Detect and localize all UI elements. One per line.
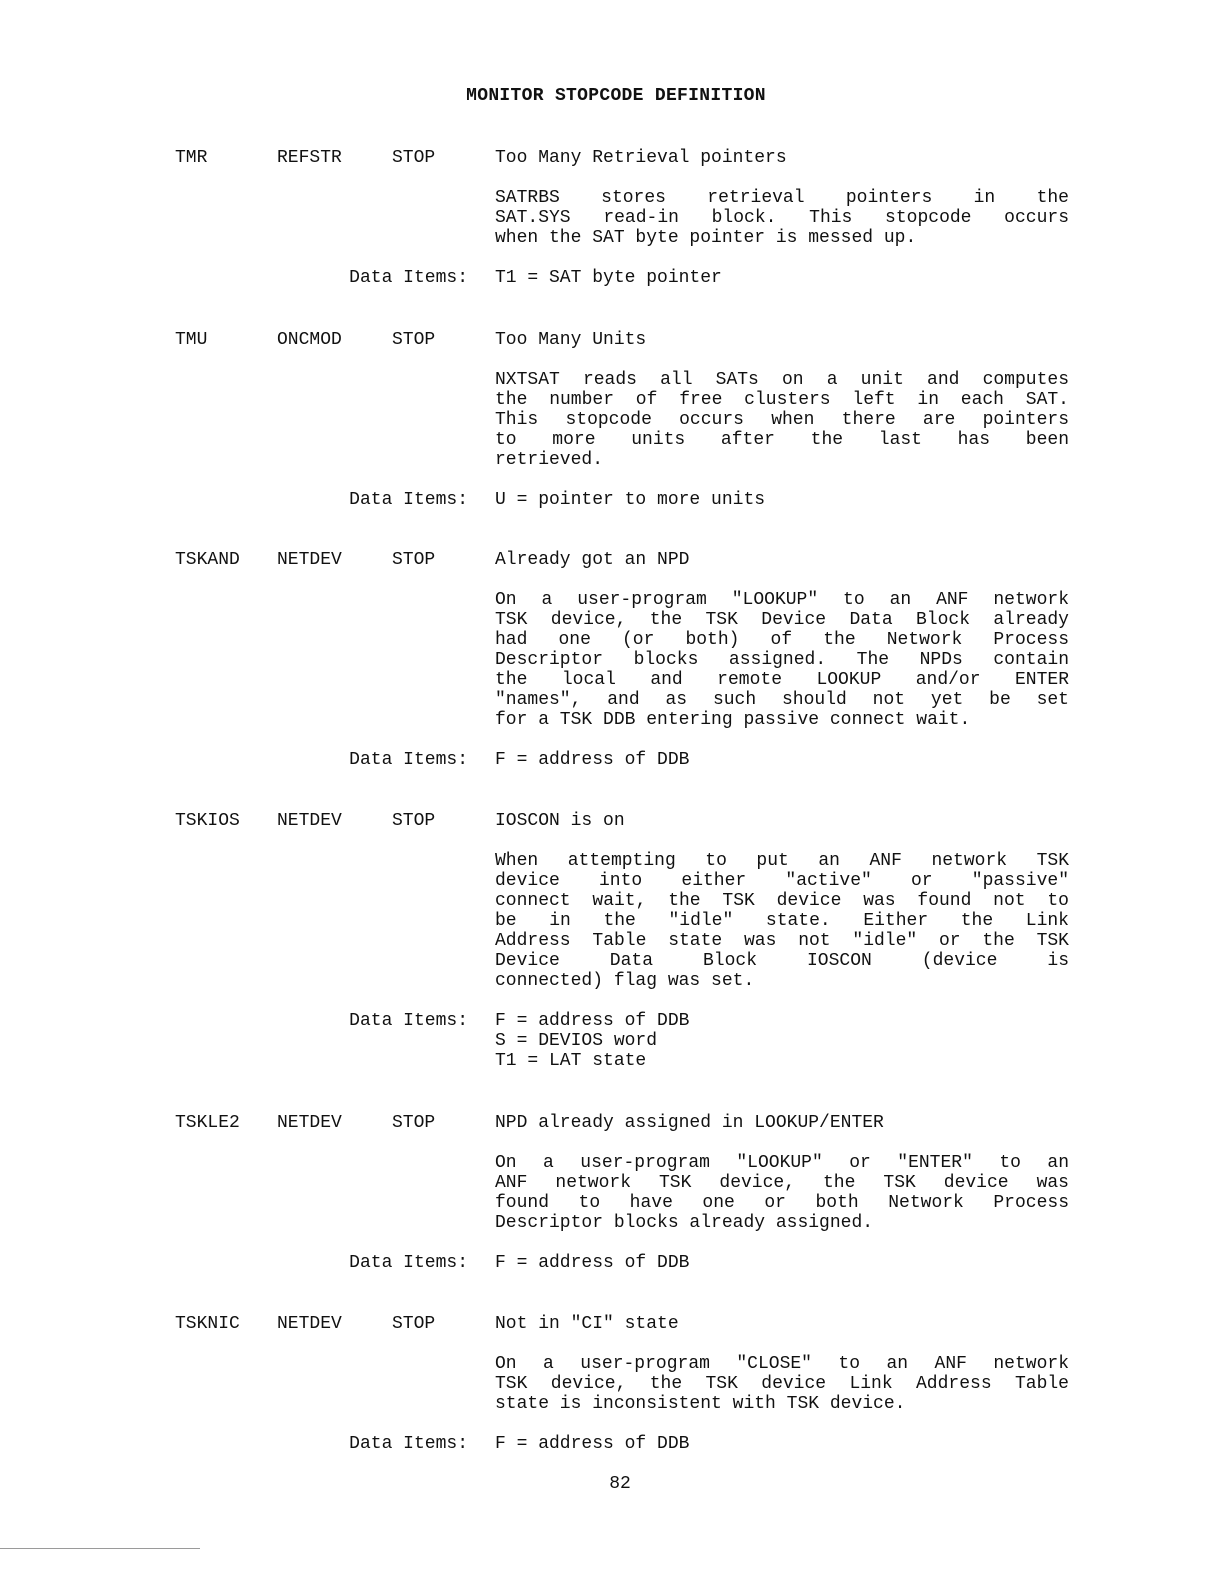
stopcode-module: NETDEV	[277, 1314, 342, 1334]
data-items-list	[495, 490, 765, 510]
description-line: connect wait, the TSK device was found not to	[495, 891, 1069, 911]
stopcode-heading: Too Many Retrieval pointers	[495, 148, 787, 168]
data-item: T1 = SAT byte pointer	[495, 268, 722, 288]
data-item: T1 = LAT state	[495, 1051, 647, 1071]
stopcode-description	[495, 188, 1069, 248]
description-line: "names", and as such should not yet be set	[495, 690, 1069, 710]
description-line: Descriptor blocks assigned. The NPDs contain	[495, 650, 1069, 670]
data-items-list	[495, 750, 689, 770]
description-line: had one (or both) of the Network Process	[495, 630, 1069, 650]
description-line: be in the "idle" state. Either the Link	[495, 911, 1069, 931]
stopcode-action: STOP	[392, 148, 436, 168]
stopcode-name: TSKAND	[175, 550, 240, 570]
description-line: TSK device, the TSK Device Data Block already	[495, 610, 1069, 630]
data-items-list	[495, 1434, 689, 1454]
data-items-label: Data Items:	[349, 1253, 468, 1273]
description-line: state is inconsistent with TSK device.	[495, 1394, 906, 1414]
stopcode-heading: Too Many Units	[495, 330, 647, 350]
stopcode-module: REFSTR	[277, 148, 342, 168]
data-items-list	[495, 1011, 689, 1071]
stopcode-description	[495, 851, 1069, 991]
description-line: This stopcode occurs when there are pointers	[495, 410, 1069, 430]
description-line: SATRBS stores retrieval pointers in the	[495, 188, 1069, 208]
stopcode-heading: Already got an NPD	[495, 550, 690, 570]
description-line: On a user-program "CLOSE" to an ANF network	[495, 1354, 1069, 1374]
stopcode-name: TSKLE2	[175, 1113, 240, 1133]
description-line: when the SAT byte pointer is messed up.	[495, 228, 917, 248]
description-line: found to have one or both Network Process	[495, 1193, 1069, 1213]
description-line: Descriptor blocks already assigned.	[495, 1213, 874, 1233]
scan-artifact-line	[0, 1548, 200, 1549]
description-line: retrieved.	[495, 450, 604, 470]
description-line: device into either "active" or "passive"	[495, 871, 1069, 891]
description-line: When attempting to put an ANF network TSK	[495, 851, 1069, 871]
stopcode-module: NETDEV	[277, 550, 342, 570]
stopcode-heading: Not in "CI" state	[495, 1314, 679, 1334]
description-line: the number of free clusters left in each SAT.	[495, 390, 1069, 410]
description-line: On a user-program "LOOKUP" to an ANF network	[495, 590, 1069, 610]
description-line: NXTSAT reads all SATs on a unit and computes	[495, 370, 1069, 390]
data-items-label: Data Items:	[349, 490, 468, 510]
data-items-label: Data Items:	[349, 1011, 468, 1031]
data-item: F = address of DDB	[495, 1011, 690, 1031]
stopcode-module: NETDEV	[277, 1113, 342, 1133]
data-items-label: Data Items:	[349, 1434, 468, 1454]
stopcode-action: STOP	[392, 330, 436, 350]
description-line: ANF network TSK device, the TSK device was	[495, 1173, 1069, 1193]
description-line: to more units after the last has been	[495, 430, 1069, 450]
data-item: S = DEVIOS word	[495, 1031, 658, 1051]
description-line: Device Data Block IOSCON (device is	[495, 951, 1069, 971]
stopcode-description	[495, 1354, 1069, 1414]
stopcode-name: TMU	[175, 330, 208, 350]
stopcode-description	[495, 1153, 1069, 1233]
stopcode-name: TMR	[175, 148, 208, 168]
description-line: On a user-program "LOOKUP" or "ENTER" to an	[495, 1153, 1069, 1173]
stopcode-action: STOP	[392, 1314, 436, 1334]
stopcode-module: ONCMOD	[277, 330, 342, 350]
data-items-list	[495, 268, 722, 288]
data-item: F = address of DDB	[495, 750, 690, 770]
stopcode-action: STOP	[392, 550, 436, 570]
data-item: F = address of DDB	[495, 1434, 690, 1454]
stopcode-action: STOP	[392, 1113, 436, 1133]
stopcode-module: NETDEV	[277, 811, 342, 831]
data-items-list	[495, 1253, 689, 1273]
description-line: Address Table state was not "idle" or the TSK	[495, 931, 1069, 951]
stopcode-heading: IOSCON is on	[495, 811, 625, 831]
data-items-label: Data Items:	[349, 268, 468, 288]
stopcode-action: STOP	[392, 811, 436, 831]
stopcode-description	[495, 370, 1069, 470]
description-line: SAT.SYS read-in block. This stopcode occurs	[495, 208, 1069, 228]
page-number: 82	[609, 1474, 631, 1494]
stopcode-heading: NPD already assigned in LOOKUP/ENTER	[495, 1113, 884, 1133]
data-items-label: Data Items:	[349, 750, 468, 770]
data-item: F = address of DDB	[495, 1253, 690, 1273]
stopcode-name: TSKNIC	[175, 1314, 240, 1334]
page-title: MONITOR STOPCODE DEFINITION	[466, 86, 766, 106]
description-line: for a TSK DDB entering passive connect wait.	[495, 710, 971, 730]
description-line: TSK device, the TSK device Link Address Table	[495, 1374, 1069, 1394]
stopcode-name: TSKIOS	[175, 811, 240, 831]
description-line: connected) flag was set.	[495, 971, 755, 991]
description-line: the local and remote LOOKUP and/or ENTER	[495, 670, 1069, 690]
data-item: U = pointer to more units	[495, 490, 766, 510]
stopcode-description	[495, 590, 1069, 730]
